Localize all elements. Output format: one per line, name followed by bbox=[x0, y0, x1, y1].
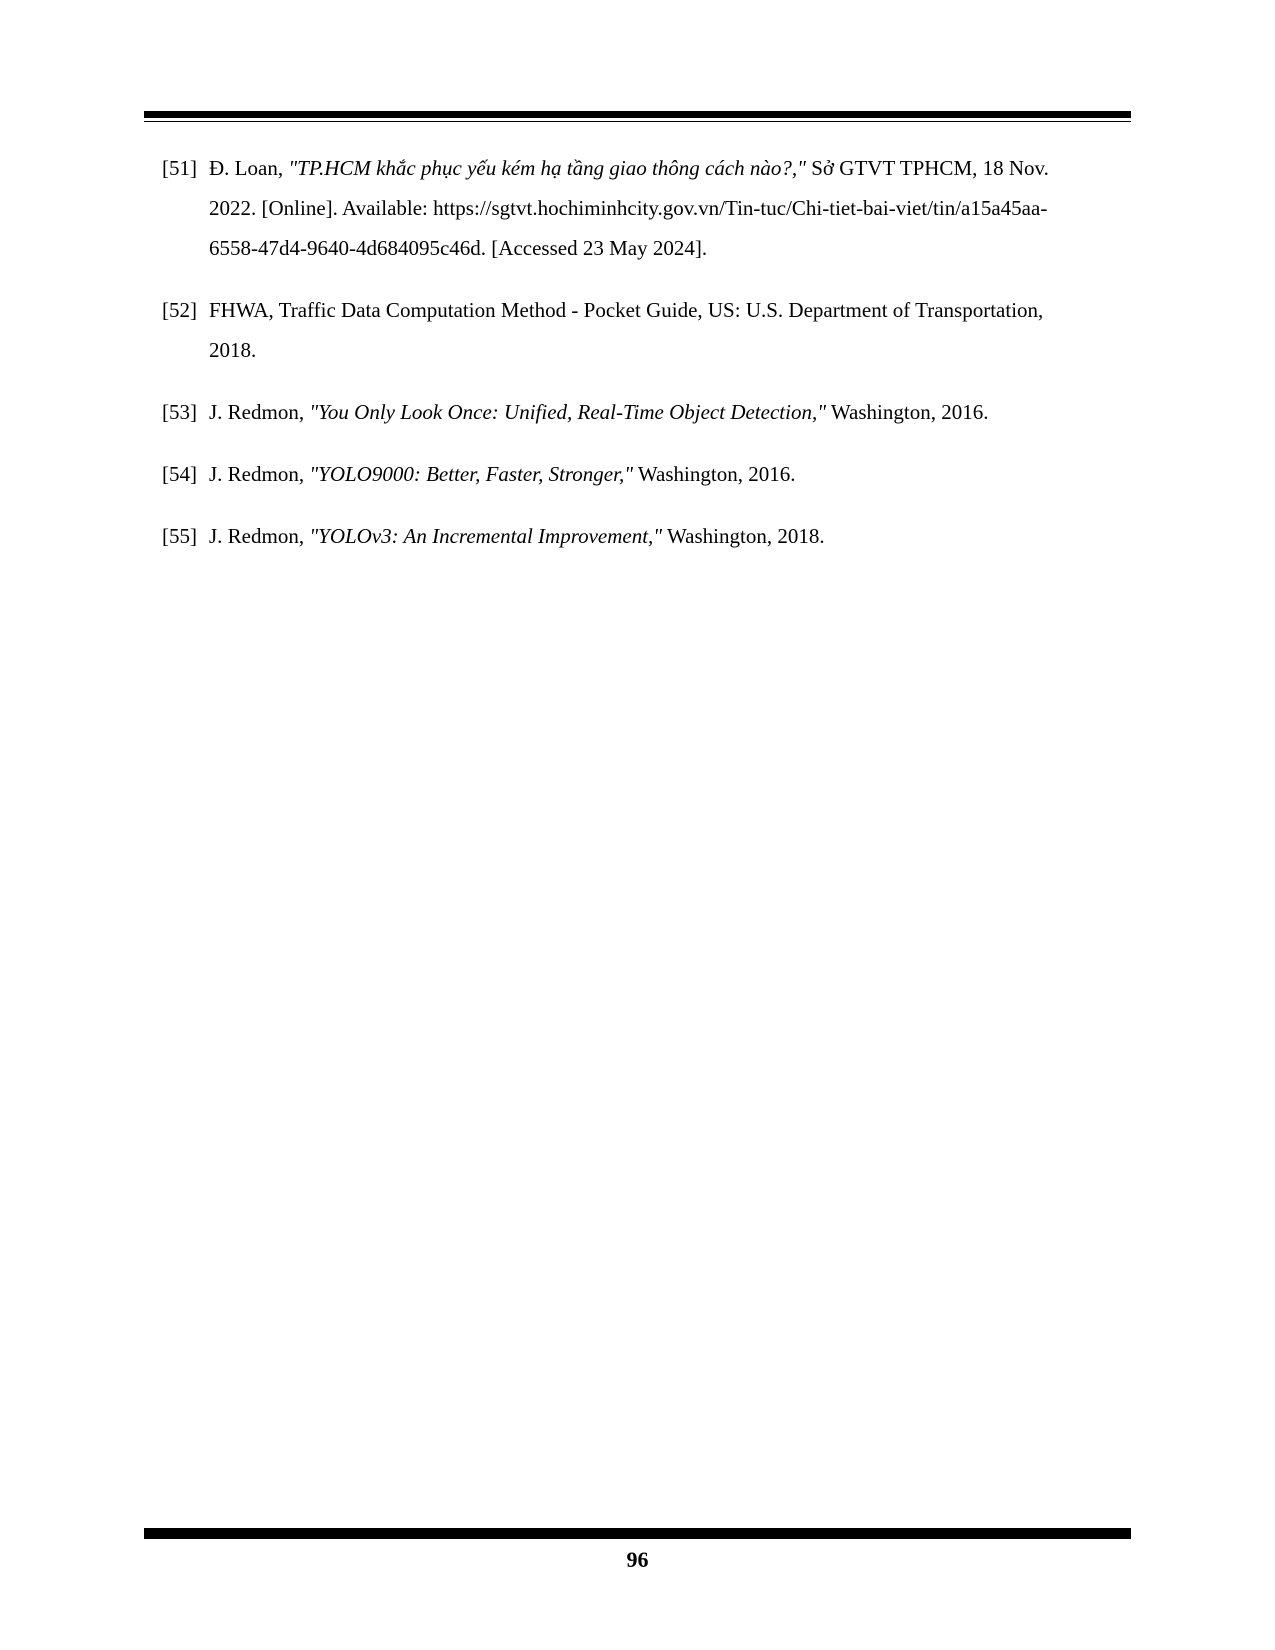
reference-number: [51] bbox=[162, 156, 197, 180]
reference-number: [53] bbox=[162, 400, 197, 424]
reference-number: [52] bbox=[162, 298, 197, 322]
header-rule bbox=[144, 111, 1131, 118]
reference-title: "YOLOv3: An Incremental Improvement," bbox=[309, 524, 663, 548]
reference-details: Sở GTVT TPHCM, 18 Nov. 2022. [Online]. Available: https://sgtvt.hochiminhcity.gov.vn/Tin-tuc/Chi-tiet-bai-viet/tin/a15a45aa-6558-47d4-9640-4d684095c46d. [Accessed 23 May 2024]. bbox=[209, 156, 1049, 260]
reference-title: "You Only Look Once: Unified, Real-Time Object Detection," bbox=[309, 400, 827, 424]
reference-item-53 bbox=[162, 392, 1092, 432]
reference-details: Washington, 2018. bbox=[662, 524, 825, 548]
reference-details: Washington, 2016. bbox=[633, 462, 796, 486]
page-number: 96 bbox=[626, 1547, 649, 1572]
reference-item-55 bbox=[162, 516, 1092, 556]
reference-list bbox=[162, 148, 1092, 578]
reference-title: "TP.HCM khắc phục yếu kém hạ tầng giao thông cách nào?," bbox=[288, 156, 806, 180]
reference-item-51 bbox=[162, 148, 1092, 268]
reference-author: FHWA, Traffic Data Computation Method - Pocket Guide, US: U.S. Department of Transportation, 2018. bbox=[209, 298, 1044, 362]
reference-details: Washington, 2016. bbox=[826, 400, 989, 424]
header-rule-thin bbox=[144, 121, 1131, 122]
reference-title: "YOLO9000: Better, Faster, Stronger," bbox=[309, 462, 634, 486]
reference-author: J. Redmon, bbox=[209, 462, 310, 486]
reference-number: [54] bbox=[162, 462, 197, 486]
footer-rule bbox=[144, 1528, 1131, 1539]
reference-author: J. Redmon, bbox=[209, 400, 310, 424]
reference-item-52 bbox=[162, 290, 1092, 370]
reference-author: Đ. Loan, bbox=[209, 156, 289, 180]
reference-number: [55] bbox=[162, 524, 197, 548]
reference-author: J. Redmon, bbox=[209, 524, 310, 548]
reference-item-54 bbox=[162, 454, 1092, 494]
